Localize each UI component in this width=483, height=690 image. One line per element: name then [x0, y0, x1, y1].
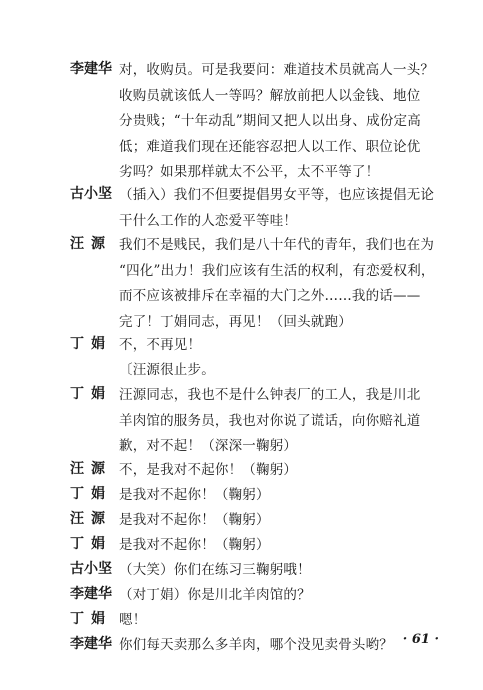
speaker-name: 丁娟	[70, 611, 112, 627]
dialogue-line: “四化”出力！我们应该有生活的权利，有恋爱权利，	[119, 262, 435, 279]
dialogue-line: 歉，对不起！（深深一鞠躬）	[119, 438, 298, 454]
dialogue-line: 〔汪源很止步。	[119, 362, 215, 378]
dialogue-line: 完了！丁娟同志，再见！（回头就跑）	[119, 313, 352, 330]
dialogue-line: 对，收购员。可是我要问：难道技术员就高人一头？	[119, 62, 435, 78]
dialogue-line: 不，是我对不起你！（鞠躬）	[119, 462, 298, 478]
dialogue-line: 低；难道我们现在还能容忍把人以工作、职位论优	[119, 138, 421, 155]
speaker-name: 丁娟	[70, 386, 112, 402]
speaker-name: 李建华	[70, 586, 112, 602]
speaker-name: 丁娟	[70, 486, 112, 502]
dialogue-line: 劣吗？如果那样就太不公平，太不平等了！	[119, 164, 380, 180]
dialogue-line: 而不应该被排斥在幸福的大门之外……我的话——	[119, 288, 421, 304]
speaker-name: 古小坚	[70, 561, 112, 577]
speaker-name: 古小坚	[70, 186, 112, 202]
page-number: · 61 ·	[402, 632, 439, 647]
dialogue-line: 干什么工作的人恋爱平等哇！	[119, 212, 298, 229]
dialogue-line: 汪源同志，我也不是什么钟表厂的工人，我是川北	[119, 387, 421, 403]
dialogue-line: 收购员就该低人一等吗？解放前把人以金钱、地位	[119, 87, 421, 104]
dialogue-line: 是我对不起你！（鞠躬）	[119, 487, 270, 503]
speaker-name: 汪源	[70, 511, 112, 527]
dialogue-line: 你们每天卖那么多羊肉，哪个没见卖骨头哟？	[119, 637, 393, 653]
speaker-name: 汪源	[70, 236, 112, 252]
dialogue-line: 不，不再见！	[119, 337, 202, 353]
dialogue-line: （插入）我们不但要提倡男女平等，也应该提倡无论	[119, 187, 435, 203]
dialogue-line: 是我对不起你！（鞠躬）	[119, 537, 270, 553]
dialogue-line: 我们不是贱民，我们是八十年代的青年，我们也在为	[119, 237, 435, 253]
dialogue-line: 是我对不起你！（鞠躬）	[119, 512, 270, 528]
speaker-name: 李建华	[70, 61, 112, 77]
speaker-name: 汪源	[70, 461, 112, 477]
dialogue-line: （大笑）你们在练习三鞠躬哦！	[119, 562, 311, 578]
speaker-name: 丁娟	[70, 536, 112, 552]
dialogue-line: 分贵贱；“十年动乱”期间又把人以出身、成份定高	[119, 113, 421, 129]
dialogue-line: （对丁娟）你是川北羊肉馆的？	[119, 587, 311, 603]
dialogue-line: 嗯！	[119, 612, 147, 628]
dialogue-line: 羊肉馆的服务员，我也对你说了谎话，向你赔礼道	[119, 412, 421, 429]
speaker-name: 丁娟	[70, 336, 112, 352]
speaker-name: 李建华	[70, 636, 112, 652]
